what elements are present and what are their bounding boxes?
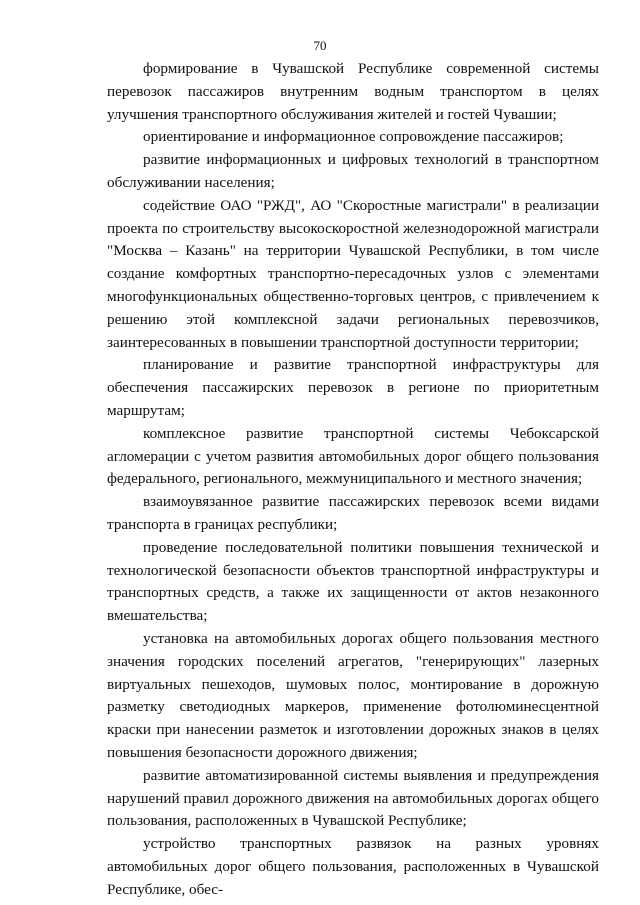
paragraph: развитие автоматизированной системы выявления и предупреждения нарушений правил дорожного движения на автомобильных дорогах общего пользования, расположенных в Чувашской Республике; [107,766,599,830]
paragraph: проведение последовательной политики повышения технической и технологической безопасности объектов транспортной инфраструктуры и транспортных средств, а также их защищенности от актов незаконного вмешательства; [107,538,599,625]
paragraph: содействие ОАО "РЖД", АО "Скоростные магистрали" в реализации проекта по строительству высокоскоростной железнодорожной магистрали "Москва – Казань" на территории Чувашской Республики, в том числе создание комфортных транспортно-пересадочных узлов с элементами многофункциональных общественно-торговых центров, с привлечением к решению этой комплексной задачи региональных перевозчиков, заинтересованных в повышении транспортной доступности территории; [107,196,599,351]
paragraph: планирование и развитие транспортной инфраструктуры для обеспечения пассажирских перевозок в регионе по приоритетным маршрутам; [107,356,599,419]
paragraph: ориентирование и информационное сопровождение пассажиров; [143,128,564,146]
page-number: 70 [313,38,327,53]
document-body [107,58,599,901]
paragraph: устройство транспортных развязок на разных уровнях автомобильных дорог общего пользования, расположенных в Чувашской Республике, обес- [107,835,599,898]
paragraph: комплексное развитие транспортной системы Чебоксарской агломерации с учетом развития автомобильных дорог общего пользования федерального, регионального, межмуниципального и местного значения; [107,424,599,488]
paragraph: развитие информационных и цифровых технологий в транспортном обслуживании населения; [107,151,599,191]
paragraph: взаимоувязанное развитие пассажирских перевозок всеми видами транспорта в границах республики; [107,493,599,533]
paragraph: установка на автомобильных дорогах общего пользования местного значения городских поселений агрегатов, "генерирующих" лазерных виртуальных пешеходов, шумовых полос, монтирование в дорожную разметку светодиодных маркеров, применение фотолюминесцентной краски при нанесении разметок и изготовлении дорожных знаков в целях повышения безопасности дорожного движения; [107,629,599,761]
paragraph: формирование в Чувашской Республике современной системы перевозок пассажиров внутренним водным транспортом в целях улучшения транспортного обслуживания жителей и гостей Чувашии; [107,60,599,123]
